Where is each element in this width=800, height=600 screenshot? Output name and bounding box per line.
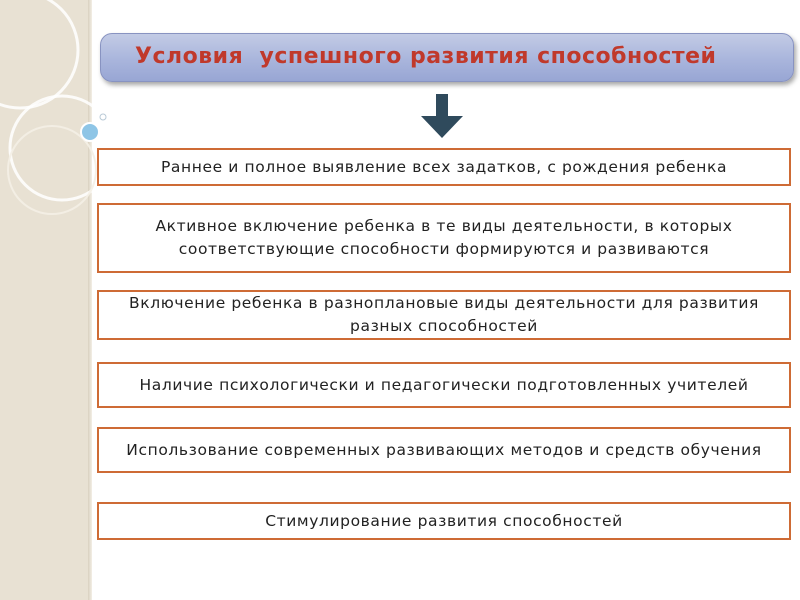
condition-text-1: Раннее и полное выявление всех задатков, с рождения ребенка [160,157,728,176]
condition-text-3: Включение ребенка в разноплановые виды деятельности для развития разных способностей [129,294,759,335]
condition-box-3 [97,290,791,340]
page-title: Условия успешного развития способностей [135,44,717,69]
condition-box-6 [97,502,791,540]
condition-box-5 [97,427,791,473]
condition-text-2: Активное включение ребенка в те виды деятельности, в которых соответствующие способности формируются и развиваются [155,217,733,258]
title-banner [100,33,794,82]
condition-text-5: Использование современных развивающих методов и средств обучения [126,440,762,459]
condition-box-4 [97,362,791,408]
condition-text-6: Стимулирование развития способностей [265,511,623,530]
condition-box-1 [97,148,791,186]
arrow-down-icon [419,92,469,142]
condition-box-2 [97,203,791,273]
condition-text-4: Наличие психологически и педагогически подготовленных учителей [139,375,749,394]
blue-bubble-icon [81,123,99,141]
